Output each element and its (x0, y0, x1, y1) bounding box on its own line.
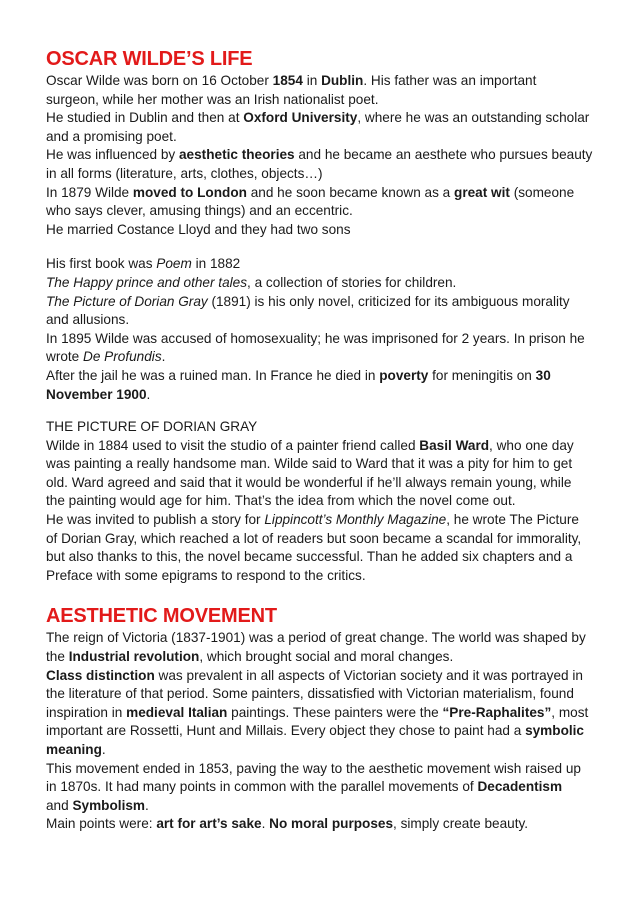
text-run: The reign of Victoria (1837-1901) was a period of great change. The world was shaped by (46, 630, 586, 646)
text-run: . (145, 797, 149, 813)
text-run: important are Rossetti, Hunt and Millais. Every object they chose to paint had a (46, 723, 526, 739)
text-line (46, 474, 606, 493)
text-line (46, 109, 606, 128)
text-run: was painting a really handsome man. Wilde said to Ward that it was a pity for him to get (46, 456, 573, 472)
italic-text: De Profundis (83, 349, 162, 365)
text-run: and allusions. (46, 312, 130, 328)
text-run: . (101, 742, 106, 757)
text-line (46, 629, 606, 648)
italic-text: Lippincott’s Monthly Magazine (264, 512, 447, 528)
bold-text: Decadentism (477, 779, 563, 795)
text-line (46, 741, 606, 760)
text-line (46, 722, 606, 741)
text-line (46, 797, 606, 816)
text-line (46, 455, 606, 474)
bold-text: poverty (379, 367, 429, 383)
text-line (46, 348, 606, 367)
bold-text: Dublin (321, 73, 364, 88)
bold-text: No moral purposes (269, 816, 394, 832)
text-line (46, 548, 606, 567)
text-line (46, 330, 606, 349)
text-run: but also thanks to this, the novel became successful. Than he added six chapters and a (46, 549, 573, 565)
italic-text: The Happy prince and other tales (46, 274, 248, 290)
text-run: . His father was an important (363, 73, 537, 88)
text-line (46, 386, 606, 405)
text-run: This movement ended in 1853, paving the way to the aesthetic movement wish raised up (46, 760, 581, 776)
text-run: (someone (509, 184, 575, 200)
bold-text: great wit (454, 184, 510, 200)
text-line (46, 146, 606, 165)
text-line (46, 184, 606, 203)
text-run: was prevalent in all aspects of Victorian society and it was portrayed in (154, 667, 583, 683)
text-line (46, 704, 606, 723)
text-run: , who one day (489, 437, 574, 453)
bold-text: Oxford University (243, 110, 358, 126)
text-run: in (302, 73, 322, 88)
bold-text: Symbolism (72, 797, 145, 813)
text-run: paintings. These painters were the (227, 704, 443, 720)
bold-text: symbolic (525, 723, 584, 739)
text-run: , where he was an outstanding scholar (357, 110, 590, 126)
bold-text: meaning (46, 742, 102, 757)
bold-text: medieval Italian (126, 704, 228, 720)
bold-text: 1854 (272, 73, 303, 88)
text-line (46, 778, 606, 797)
text-line (46, 72, 606, 91)
bold-text: art for art’s sake (156, 816, 262, 832)
text-line (46, 165, 606, 184)
text-line (46, 667, 606, 686)
text-run: Wilde in 1884 used to visit the studio of a painter friend called (46, 437, 420, 453)
text-run: After the jail he was a ruined man. In France he died in (46, 367, 380, 383)
text-line (46, 418, 606, 437)
text-line (46, 437, 606, 456)
text-run: , most (551, 704, 589, 720)
text-run: in 1882 (191, 256, 241, 272)
text-line (46, 530, 606, 549)
text-line (46, 221, 606, 240)
text-run: who says clever, amusing things) and an eccentric. (46, 203, 353, 219)
text-run: Preface with some epigrams to respond to the critics. (46, 567, 366, 583)
text-run: Main points were: (46, 816, 157, 832)
bold-text: aesthetic theories (179, 147, 295, 163)
text-run: surgeon, while her mother was an Irish nationalist poet. (46, 91, 379, 107)
section-title-aesthetic: AESTHETIC MOVEMENT (46, 605, 277, 628)
text-line (46, 648, 606, 667)
text-line (46, 202, 606, 221)
text-run: and a promising poet. (46, 128, 177, 144)
text-run: and (46, 797, 73, 813)
text-run: inspiration in (46, 704, 127, 720)
bold-text: Basil Ward (419, 437, 490, 453)
bold-text: 30 (535, 367, 551, 383)
bold-text: November 1900 (46, 386, 147, 402)
bold-text: “Pre-Raphalites” (442, 704, 552, 720)
text-line (46, 492, 606, 511)
text-run: He was influenced by (46, 147, 179, 163)
section-title-life: OSCAR WILDE’S LIFE (46, 48, 253, 70)
text-run: . (261, 816, 270, 832)
text-line (46, 311, 606, 330)
text-run: wrote (46, 349, 84, 365)
paragraph (46, 418, 606, 585)
text-line (46, 760, 606, 779)
text-run: and he soon became known as a (246, 184, 455, 200)
text-run: . (146, 386, 151, 402)
text-run: , a collection of stories for children. (247, 274, 457, 290)
text-run: , simply create beauty. (393, 816, 529, 832)
text-run: for meningitis on (428, 367, 536, 383)
text-run: and he became an aesthete who pursues beauty (294, 147, 593, 163)
text-run: in 1870s. It had many points in common with the parallel movements of (46, 779, 478, 795)
text-line (46, 815, 606, 834)
text-line (46, 511, 606, 530)
text-line (46, 567, 606, 586)
text-run: (1891) is his only novel, criticized for its ambiguous morality (207, 293, 570, 309)
text-run: He married Costance Lloyd and they had two sons (46, 221, 351, 237)
bold-text: moved to London (132, 184, 247, 200)
text-run: in all forms (literature, arts, clothes, objects…) (46, 165, 323, 181)
text-line (46, 367, 606, 386)
text-line (46, 91, 606, 110)
text-run: , he wrote The Picture (446, 512, 579, 528)
text-run: Oscar Wilde was born on 16 October (46, 73, 273, 88)
text-run: His first book was (46, 256, 157, 272)
text-line (46, 128, 606, 147)
document-content (46, 46, 606, 834)
text-line (46, 274, 606, 293)
italic-text: The Picture of Dorian Gray (46, 293, 208, 309)
paragraph (46, 72, 606, 239)
text-line (46, 255, 606, 274)
bold-text: Class distinction (46, 667, 155, 683)
paragraph (46, 255, 606, 404)
italic-text: Poem (156, 256, 192, 272)
text-run: , which brought social and moral changes. (199, 649, 454, 665)
text-run: He was invited to publish a story for (46, 512, 265, 528)
paragraph (46, 629, 606, 834)
bold-text: Industrial revolution (68, 649, 200, 665)
text-line (46, 685, 606, 704)
text-run: He studied in Dublin and then at (46, 110, 244, 126)
text-run: In 1895 Wilde was accused of homosexuality; he was imprisoned for 2 years. In prison he (46, 330, 585, 346)
text-run: THE PICTURE OF DORIAN GRAY (46, 419, 258, 435)
text-line (46, 293, 606, 312)
text-run: old. Ward agreed and said that it would be wonderful if he’ll always remain young, while (46, 474, 572, 490)
text-run: the literature of that period. Some painters, dissatisfied with Victorian materialism, found (46, 686, 574, 702)
text-run: . (161, 349, 166, 365)
text-run: the (46, 649, 69, 665)
text-run: In 1879 Wilde (46, 184, 133, 200)
text-run: the painting would age for him. That’s the idea from which the novel come out. (46, 493, 516, 509)
text-run: of Dorian Gray, which reached a lot of readers but soon became a scandal for immorality, (46, 530, 582, 546)
